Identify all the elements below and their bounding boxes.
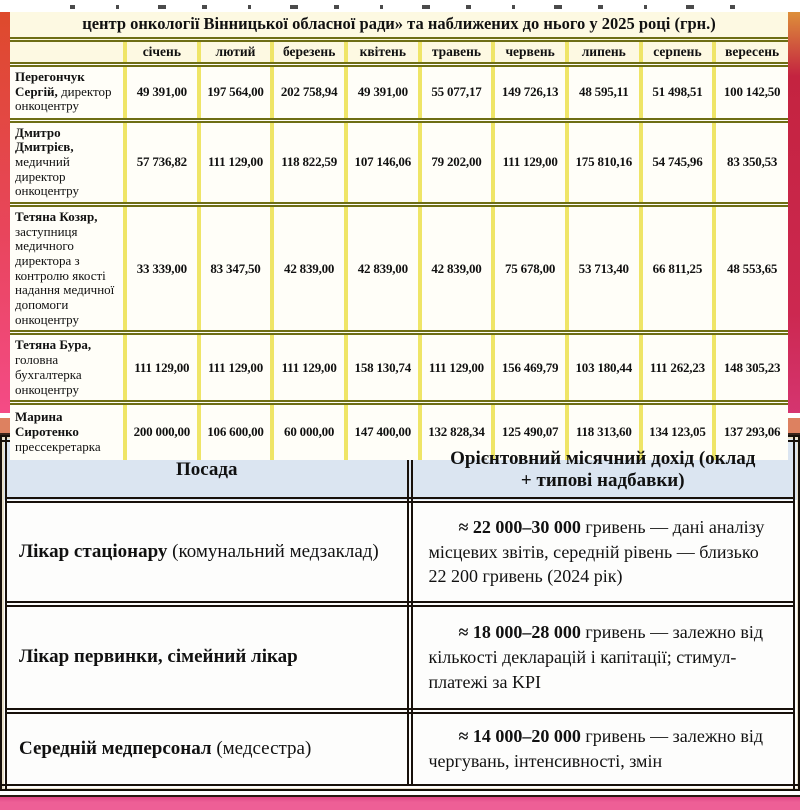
salary-value-cell: 118 313,60: [567, 403, 641, 460]
salary-value-cell: 53 713,40: [567, 204, 641, 333]
right-accent-bar: [788, 12, 800, 413]
salary-value-cell: 111 129,00: [125, 333, 199, 403]
salary-value-cell: 156 469,79: [493, 333, 567, 403]
month-header-cell: квітень: [346, 42, 420, 64]
salary-value-cell: 42 839,00: [346, 204, 420, 333]
salary-value-cell: 49 391,00: [125, 64, 199, 120]
salary-value-cell: 75 678,00: [493, 204, 567, 333]
income-cell: [410, 711, 797, 787]
month-header-cell: січень: [125, 42, 199, 64]
month-header-cell: вересень: [714, 42, 788, 64]
person-role: заступниця медичного директора з контролю якості надання медичної допомоги онкоцентру: [15, 223, 115, 327]
table-row: [4, 604, 797, 712]
salary-value-cell: 48 553,65: [714, 204, 788, 333]
month-header-cell: червень: [493, 42, 567, 64]
income-detail: гривень — залежно від кількості декларацій і капітації; стимул-платежі за KPI: [428, 622, 764, 692]
income-cell: [410, 500, 797, 603]
salary-value-cell: 125 490,07: [493, 403, 567, 460]
income-range: ≈ 14 000–20 000: [458, 726, 581, 747]
income-table-section: [0, 435, 800, 791]
person-cell: [10, 120, 125, 204]
person-cell: [10, 64, 125, 120]
pink-divider: [0, 797, 800, 810]
income-range: ≈ 22 000–30 000: [458, 516, 581, 537]
salary-value-cell: 106 600,00: [199, 403, 273, 460]
salary-value-cell: 42 839,00: [420, 204, 494, 333]
table-row: [4, 711, 797, 787]
salary-value-cell: 175 810,16: [567, 120, 641, 204]
person-name: Дмитро Дмитрієв,: [15, 124, 74, 155]
person-cell: [10, 403, 125, 460]
person-name: Марина Сиротенко: [15, 409, 79, 440]
salary-table-container: [10, 12, 788, 454]
income-header-cell: Орієнтовний місячний дохід (оклад + типові надбавки): [410, 439, 797, 501]
salary-value-cell: 66 811,25: [641, 204, 715, 333]
person-name: Перегончук Сергій,: [15, 68, 85, 99]
table-row: [10, 64, 788, 120]
table-row: [10, 333, 788, 403]
position-cell: [4, 711, 410, 787]
salary-value-cell: 118 822,59: [272, 120, 346, 204]
salary-table-section: [0, 12, 800, 454]
cropped-text-fragments: [70, 5, 770, 9]
month-header-row: [10, 42, 788, 64]
income-detail: гривень — залежно від чергувань, інтенсивності, змін: [428, 726, 764, 772]
month-header-cell: травень: [420, 42, 494, 64]
person-role: прессекретарка: [15, 438, 101, 454]
table-row: [10, 120, 788, 204]
salary-value-cell: 197 564,00: [199, 64, 273, 120]
cropped-text-row: [0, 0, 800, 12]
salary-value-cell: 111 129,00: [272, 333, 346, 403]
month-header-cell: липень: [567, 42, 641, 64]
salary-value-cell: 83 347,50: [199, 204, 273, 333]
position-title: Середній медперсонал: [19, 738, 212, 760]
person-role: директор онкоцентру: [15, 83, 112, 114]
salary-value-cell: 111 129,00: [199, 120, 273, 204]
salary-value-cell: 55 077,17: [420, 64, 494, 120]
left-accent-bar: [0, 12, 10, 413]
salary-value-cell: 49 391,00: [346, 64, 420, 120]
salary-value-cell: 100 142,50: [714, 64, 788, 120]
salary-value-cell: 107 146,06: [346, 120, 420, 204]
person-name: Тетяна Бура,: [15, 337, 92, 353]
salary-value-cell: 83 350,53: [714, 120, 788, 204]
salary-value-cell: 111 262,23: [641, 333, 715, 403]
salary-value-cell: 42 839,00: [272, 204, 346, 333]
month-header-cell: березень: [272, 42, 346, 64]
table-row: [10, 204, 788, 333]
salary-table: [10, 42, 788, 460]
salary-table-title: центр онкології Вінницької обласної ради» та наближених до нього у 2025 році (грн.): [10, 12, 788, 42]
person-role: медичний директор онкоцентру: [15, 153, 79, 199]
salary-value-cell: 158 130,74: [346, 333, 420, 403]
income-detail: гривень — дані аналізу місцевих звітів, середній рівень — близько 22 200 гривень (2024 рік): [428, 516, 765, 587]
salary-value-cell: 60 000,00: [272, 403, 346, 460]
salary-value-cell: 33 339,00: [125, 204, 199, 333]
salary-value-cell: 111 129,00: [420, 333, 494, 403]
position-header-cell: Посада: [4, 439, 410, 501]
position-note: (медсестра): [211, 738, 312, 760]
position-cell: [4, 604, 410, 712]
income-cell: [410, 604, 797, 712]
salary-value-cell: 57 736,82: [125, 120, 199, 204]
salary-value-cell: 111 129,00: [493, 120, 567, 204]
table-row: [4, 500, 797, 603]
person-cell: [10, 204, 125, 333]
position-cell: [4, 500, 410, 603]
salary-value-cell: 200 000,00: [125, 403, 199, 460]
income-table: [0, 435, 800, 791]
salary-value-cell: 202 758,94: [272, 64, 346, 120]
salary-value-cell: 79 202,00: [420, 120, 494, 204]
salary-value-cell: 147 400,00: [346, 403, 420, 460]
salary-value-cell: 149 726,13: [493, 64, 567, 120]
month-header-cell: лютий: [199, 42, 273, 64]
position-title: Лікар первинки, сімейний лікар: [19, 646, 298, 668]
salary-value-cell: 51 498,51: [641, 64, 715, 120]
income-range: ≈ 18 000–28 000: [458, 622, 581, 643]
position-note: (комунальний медзаклад): [167, 540, 379, 562]
salary-value-cell: 134 123,05: [641, 403, 715, 460]
person-role: головна бухгалтерка онкоцентру: [15, 352, 82, 397]
empty-corner-cell: [10, 42, 125, 64]
month-header-cell: серпень: [641, 42, 715, 64]
position-title: Лікар стаціонару: [19, 540, 168, 562]
salary-value-cell: 54 745,96: [641, 120, 715, 204]
salary-value-cell: 148 305,23: [714, 333, 788, 403]
salary-value-cell: 137 293,06: [714, 403, 788, 460]
salary-value-cell: 48 595,11: [567, 64, 641, 120]
person-name: Тетяна Козяр,: [15, 208, 98, 224]
person-cell: [10, 333, 125, 403]
salary-value-cell: 132 828,34: [420, 403, 494, 460]
salary-value-cell: 103 180,44: [567, 333, 641, 403]
salary-value-cell: 111 129,00: [199, 333, 273, 403]
